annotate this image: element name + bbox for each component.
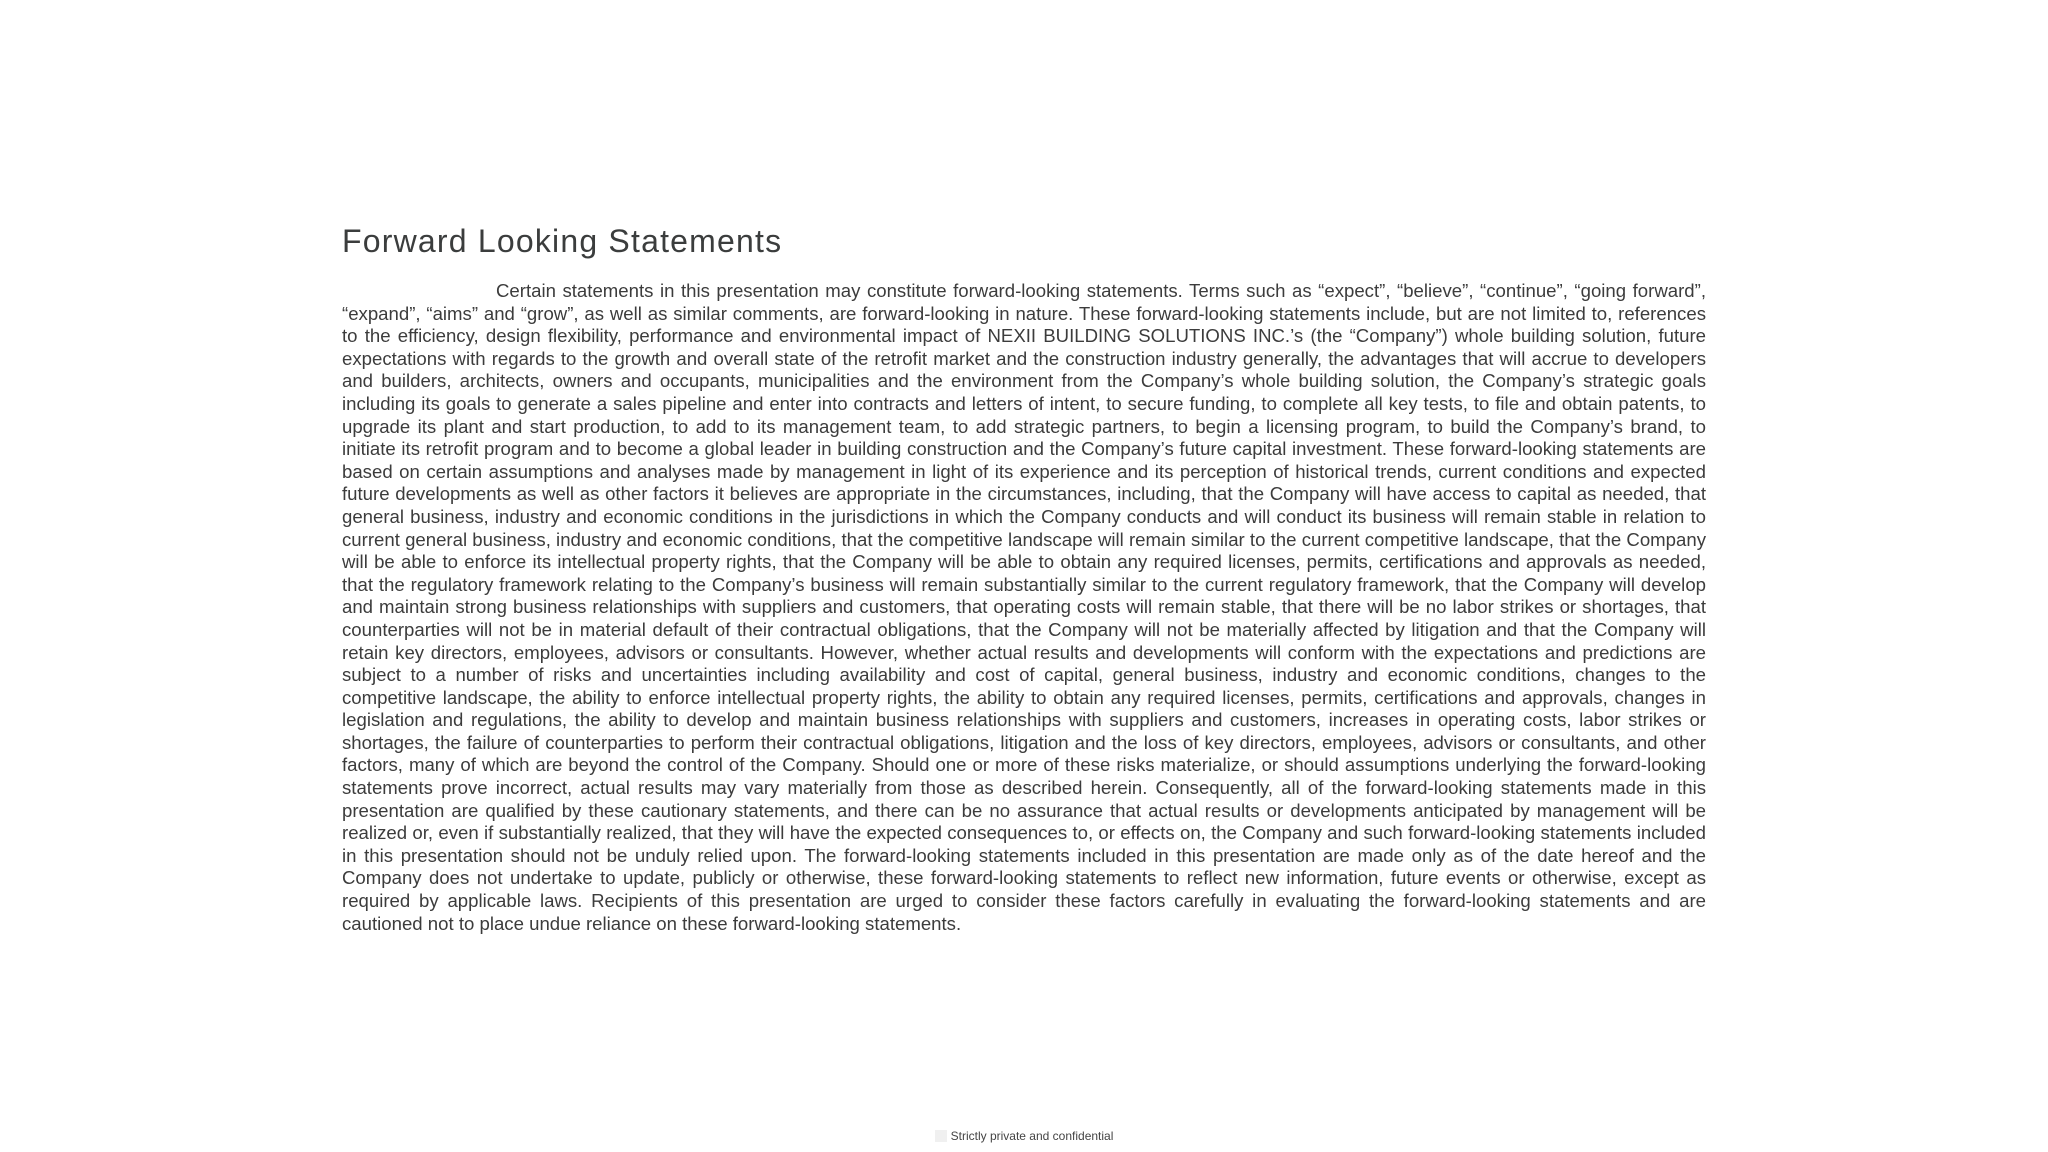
footer	[0, 1128, 2048, 1144]
page-number-icon	[935, 1130, 947, 1142]
confidentiality-notice: Strictly private and confidential	[950, 1129, 1114, 1143]
slide-title: Forward Looking Statements	[342, 223, 783, 259]
forward-looking-statements-body: Certain statements in this presentation may constitute forward-looking statements. Terms such as “expect”, “believe”, “continue”, “going forward”, “expand”, “aims” and “grow”, as well as similar comments, are forward-looking in nature. These forward-looking statements include, but are not limited to, references to the efficiency, design flexibility, performance and environmental impact of NEXII BUILDING SOLUTIONS INC.’s (the “Company”) whole building solution, future expectations with regards to the growth and overall state of the retrofit market and the construction industry generally, the advantages that will accrue to developers and builders, architects, owners and occupants, municipalities and the environment from the Company’s whole building solution, the Company’s strategic goals including its goals to generate a sales pipeline and enter into contracts and letters of intent, to secure funding, to complete all key tests, to file and obtain patents, to upgrade its plant and start production, to add to its management team, to add strategic partners, to begin a licensing program, to build the Company’s brand, to initiate its retrofit program and to become a global leader in building construction and the Company’s future capital investment. These forward-looking statements are based on certain assumptions and analyses made by management in light of its experience and its perception of historical trends, current conditions and expected future developments as well as other factors it believes are appropriate in the circumstances, including, that the Company will have access to capital as needed, that general business, industry and economic conditions in the jurisdictions in which the Company conducts and will conduct its business will remain stable in relation to current general business, industry and economic conditions, that the competitive landscape will remain similar to the current competitive landscape, that the Company will be able to enforce its intellectual property rights, that the Company will be able to obtain any required licenses, permits, certifications and approvals as needed, that the regulatory framework relating to the Company’s business will remain substantially similar to the current regulatory framework, that the Company will develop and maintain strong business relationships with suppliers and customers, that operating costs will remain stable, that there will be no labor strikes or shortages, that counterparties will not be in material default of their contractual obligations, that the Company will not be materially affected by litigation and that the Company will retain key directors, employees, advisors or consultants. However, whether actual results and developments will conform with the expectations and predictions are subject to a number of risks and uncertainties including availability and cost of capital, general business, industry and economic conditions, changes to the competitive landscape, the ability to enforce intellectual property rights, the ability to obtain any required licenses, permits, certifications and approvals, changes in legislation and regulations, the ability to develop and maintain business relationships with suppliers and customers, increases in operating costs, labor strikes or shortages, the failure of counterparties to perform their contractual obligations, litigation and the loss of key directors, employees, advisors or consultants, and other factors, many of which are beyond the control of the Company. Should one or more of these risks materialize, or should assumptions underlying the forward-looking statements prove incorrect, actual results may vary materially from those as described herein. Consequently, all of the forward-looking statements made in this presentation are qualified by these cautionary statements, and there can be no assurance that actual results or developments anticipated by management will be realized or, even if substantially realized, that they will have the expected consequences to, or effects on, the Company and such forward-looking statements included in this presentation should not be unduly relied upon. The forward-looking statements included in this presentation are made only as of the date hereof and the Company does not undertake to update, publicly or otherwise, these forward-looking statements to reflect new information, future events or otherwise, except as required by applicable laws. Recipients of this presentation are urged to consider these factors carefully in evaluating the forward-looking statements and are cautioned not to place undue reliance on these forward-looking statements.	[342, 280, 1706, 934]
